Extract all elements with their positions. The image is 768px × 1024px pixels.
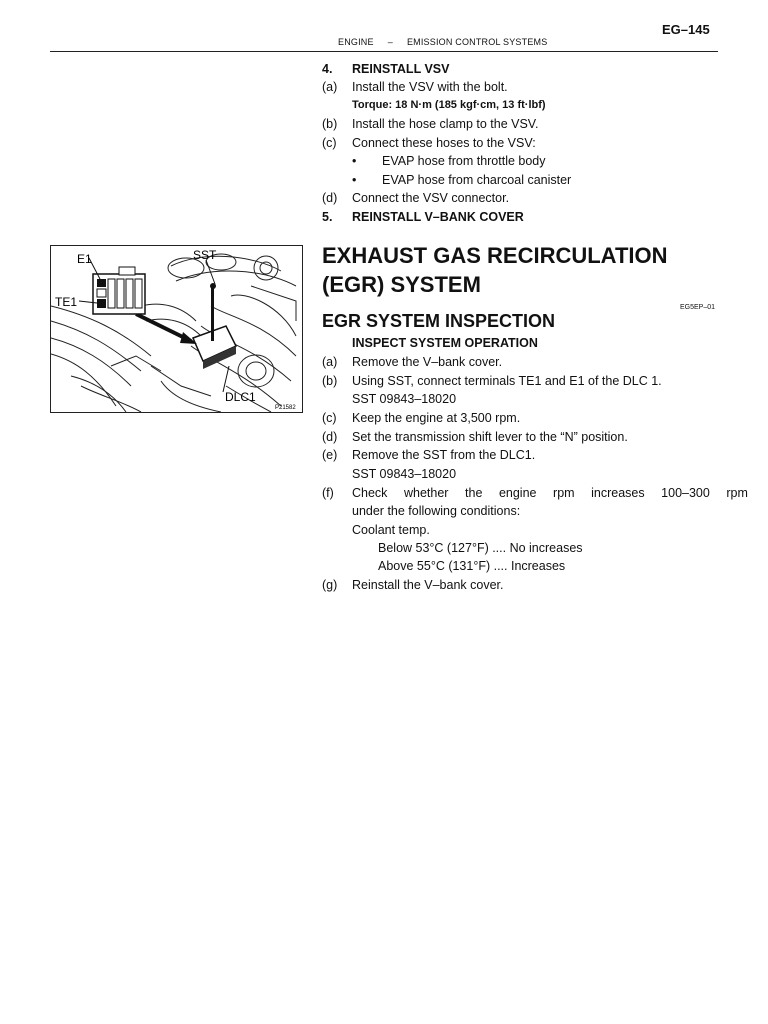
step-4-title: REINSTALL VSV [352,62,450,76]
figure-id: P21582 [275,405,296,411]
condition-above: Above 55°C (131°F) .... Increases [378,559,566,573]
step-text: Keep the engine at 3,500 rpm. [352,411,521,425]
condition-below: Below 53°C (127°F) .... No increases [378,541,583,555]
step-5-number: 5. [322,210,333,224]
step-text: Install the hose clamp to the VSV. [352,117,539,131]
bullet-text: EVAP hose from charcoal canister [382,173,572,187]
running-header [338,37,547,47]
step-text: Connect the VSV connector. [352,191,510,205]
step-text: Remove the SST from the DLC1. [352,448,536,462]
step-label: (a) [322,355,338,369]
word: whether [403,486,449,500]
word: rpm [726,486,748,500]
label-te1: TE1 [55,295,78,309]
bullet-text: EVAP hose from throttle body [382,154,546,168]
step-text: Remove the V–bank cover. [352,355,503,369]
step-text: Connect these hoses to the VSV: [352,136,536,150]
header-separator: – [387,37,393,47]
sst-number: SST 09843–18020 [352,467,457,481]
step-label: (a) [322,80,338,94]
bullet-mark: • [352,154,357,168]
dlc1-connector [193,283,236,369]
label-sst: SST [193,248,217,262]
section-title-line2: (EGR) SYSTEM [322,272,481,297]
step-5-title: REINSTALL V–BANK COVER [352,210,524,224]
step-text: under the following conditions: [352,504,521,518]
step-label: (f) [322,486,334,500]
step-label: (e) [322,448,338,462]
step-text: Reinstall the V–bank cover. [352,578,504,592]
word: the [465,486,483,500]
step-label: (c) [322,411,337,425]
step-text: Coolant temp. [352,523,430,537]
label-e1: E1 [77,252,92,266]
section-title-line1: EXHAUST GAS RECIRCULATION [322,243,668,268]
word: engine [498,486,537,500]
word: 100–300 [661,486,710,500]
step-label: (b) [322,374,338,388]
bullet-mark: • [352,173,357,187]
header-section: ENGINE [338,37,374,47]
dlc1-leader [223,366,229,392]
word: rpm [553,486,575,500]
step-label: (d) [322,191,338,205]
header-subsection: EMISSION CONTROL SYSTEMS [406,37,548,47]
operation-title: INSPECT SYSTEM OPERATION [352,336,538,350]
step-label: (d) [322,430,338,444]
page-number: EG–145 [662,22,710,37]
label-dlc1: DLC1 [225,390,256,404]
document-code: EG5EP–01 [680,304,716,311]
inspection-title: EGR SYSTEM INSPECTION [322,311,556,331]
sst-number: SST 09843–18020 [352,392,457,406]
header-rule [50,51,718,52]
word: increases [591,486,645,500]
step-text-justified [352,485,748,501]
step-label: (b) [322,117,338,131]
torque-text: Torque: 18 N·m (185 kgf·cm, 13 ft·lbf) [352,99,546,111]
word: Check [352,486,388,500]
sst-jumper-wire [211,286,214,341]
step-label: (c) [322,136,337,150]
step-text: Install the VSV with the bolt. [352,80,508,94]
step-4-number: 4. [322,62,333,76]
engine-dlc1-illustration [50,245,303,413]
step-text: Using SST, connect terminals TE1 and E1 of the DLC 1. [352,374,662,388]
engine-drawing [51,246,302,412]
step-label: (g) [322,578,338,592]
step-text: Set the transmission shift lever to the “N” position. [352,430,628,444]
